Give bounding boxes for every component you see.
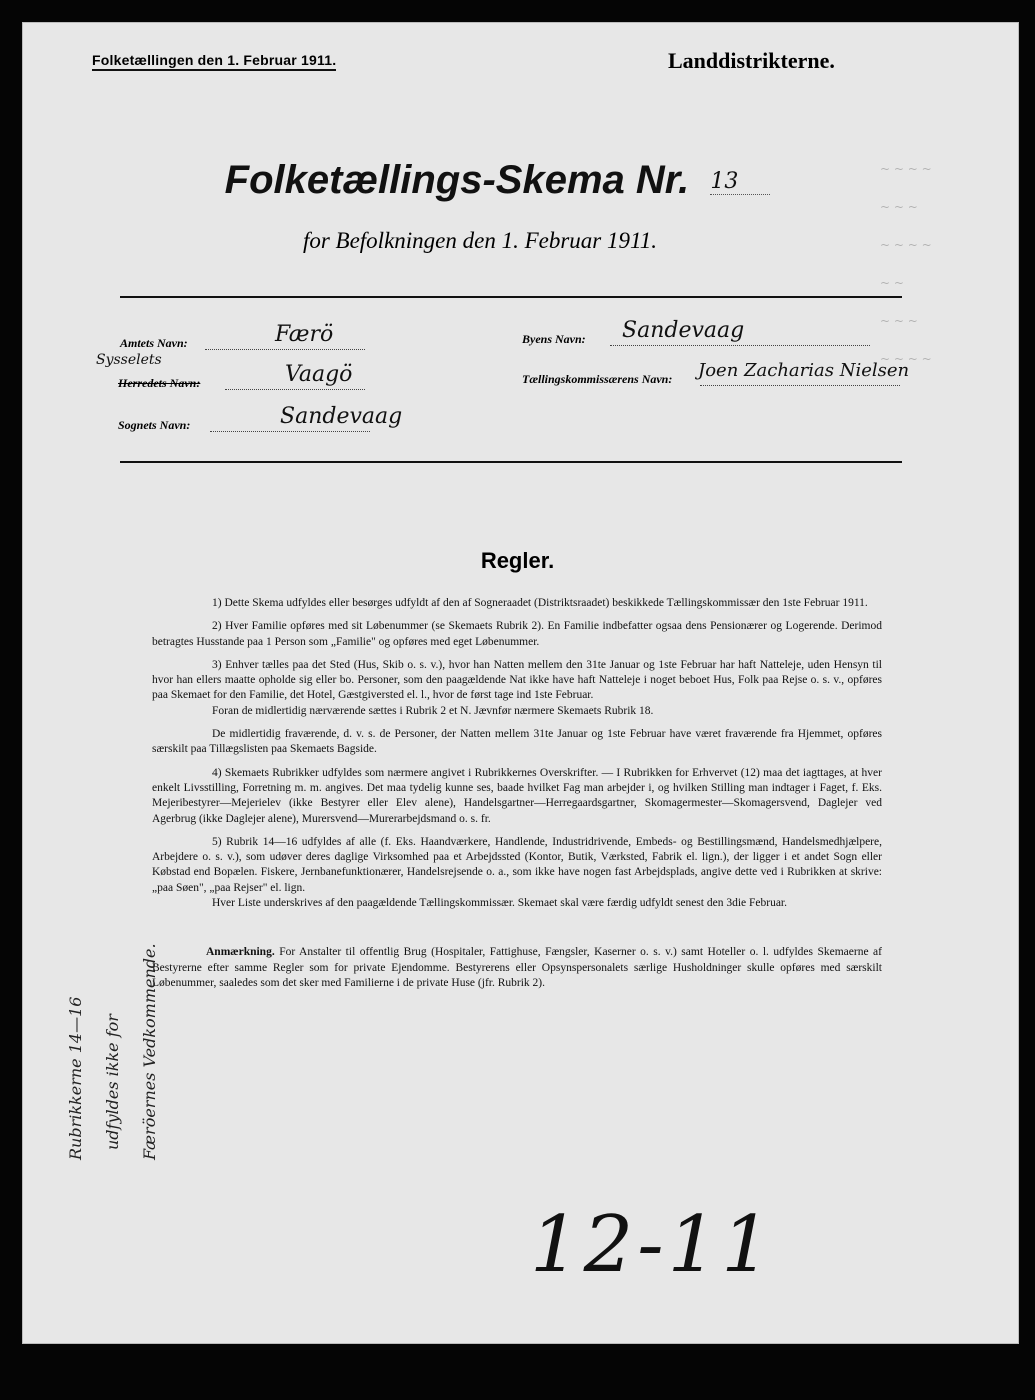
margin-note-line1: Rubrikkerne 14—16 [66,996,85,1160]
form-subtitle: for Befolkningen den 1. Februar 1911. [302,228,658,253]
by-line [610,344,870,346]
rule-6: Hver Liste underskrives af den paagældende Tællingskommissær. Skemaet skal være færdig udfyldt senest den 3die Februar. [212,897,787,910]
kommissaer-value: Joen Zacharias Nielsen [698,360,910,381]
rule-2: 2) Hver Familie opføres med sit Løbenummer (se Skemaets Rubrik 2). En Familie indbefatter ogsaa dens Pensionærer og Logerende. Derimod betragtes Husstande paa 1 Person som „Familie" og opføres med eget Løbenummer. [152,620,882,648]
margin-note-line3: Færöernes Vedkommende. [140,943,159,1160]
rules-heading: Regler. [480,548,555,573]
bleed-through-marks: ~ ~ ~ ~ ~ ~ ~ ~ ~ ~ ~ ~ ~ ~ ~ ~ ~ ~ ~ ~ [880,162,932,366]
rule-3c: De midlertidig fraværende, d. v. s. de Personer, der Natten mellem 31te Januar og 1ste Februar have været fraværende fra Hjemmet, opføres særskilt paa Tillægslisten paa Skemaets Bagside. [152,728,882,756]
district-type-header: Landdistrikterne. [668,48,835,73]
top-divider [120,296,902,298]
note-label: Anmærkning. [206,946,275,959]
rule-3: 3) Enhver tælles paa det Sted (Hus, Skib o. s. v.), hvor han Natten mellem den 31te Januar og 1ste Februar har haft Natteleje, uden Hensyn til hvor han ellers maatte opholde sig eller bo. Personer, som den paagældende Nat ikke have haft Natteleje i noget beboet Hus, Folk paa Rejse o. s. v., opføres paa Skemaet for den Familie, det Hotel, Gæstgiversted el. l., hvor de først tage ind 1ste Februar. [152,658,882,702]
rule-3b: Foran de midlertidig nærværende sættes i Rubrik 2 et N. Jævnfør nærmere Skemaets Rubrik 18. [212,704,654,717]
rule-5: 5) Rubrik 14—16 udfyldes af alle (f. Eks. Haandværkere, Handlende, Industridrivende, Embeds- og Bestillingsmænd, Handelsmedhjælpere, Arbejdere o. s. v.), som udøver deres daglige Virksomhed paa et Arbejdssted (Kontor, Butik, Værksted, Fabrik el. lign.), der ligger i et andet Sogn eller Købstad end Bopælen. Fiskere, Jernbanefunktionærer, Handelsrejsende o. a., som ikke have nogen fast Arbejdsplads, angive dette ved i Rubrikken at skrive: „paa Søen", „paa Rejser" el. lign. [152,835,882,894]
form-number: 13 [710,169,770,195]
note-text: For Anstalter til offentlig Brug (Hospitaler, Fattighuse, Fængsler, Kaserner o. s. v.) samt Hoteller o. l. udfyldes Skemaerne af Bestyrerne efter samme Regler som for private Ejendomme. Bestyrerens eller Opsynspersonalets særlige Husholdninger skulle opføres med særskilt Løbenummer, saaledes som det sker med Familierne i de private Huse (jfr. Rubrik 2). [152,946,882,989]
rules-body [152,596,882,999]
bottom-divider [120,461,902,463]
rule-1: 1) Dette Skema udfyldes eller besørges udfyldt af den af Sogneraadet (Distriktsraadet) beskikkede Tællingskommissær den 1ste Februar 1911. [212,597,868,609]
herred-value: Vaagö [285,362,353,387]
handwritten-sheet-number: 12-11 [530,1200,775,1290]
by-value: Sandevaag [622,318,745,343]
amt-line [205,348,365,350]
kommissaer-line [700,384,900,386]
note-paragraph [152,945,882,991]
kommissaer-label: Tællingskommissærens Navn: [522,372,673,386]
sogn-label: Sognets Navn: [118,418,191,432]
amt-value: Færö [275,322,334,347]
census-date-header: Folketællingen den 1. Februar 1911. [92,52,336,71]
herred-correction: Sysselets [96,352,162,368]
sogn-line [210,430,370,432]
sogn-value: Sandevaag [280,404,403,429]
rule-4: 4) Skemaets Rubrikker udfyldes som nærmere angivet i Rubrikkernes Overskrifter. — I Rubrikken for Erhvervet (12) maa det iagttages, at hver enkelt Livsstilling, Forretning m. m. angives. Det maa tydelig kunne ses, baade hvilket Fag man arbejder i, og hvilken Stilling man indtager i Faget, f. Eks. Mejeribestyrer—Mejerielev (ikke Bestyrer eller Elev alene), Handelsgartner—Herregaardsgartner, Skomagermester—Skomagersvend, Daglejer ved Agerbrug (ikke Daglejer alene), Murersvend—Murerarbejdsmand o. s. fr. [152,766,882,825]
amt-label: Amtets Navn: [120,336,188,350]
margin-note-line2: udfyldes ikke for [103,1014,122,1150]
form-title [0,158,995,203]
herred-label: Herredets Navn: [118,376,201,390]
by-label: Byens Navn: [522,332,586,346]
herred-line [225,388,365,390]
form-title-text: Folketællings-Skema Nr. [224,158,690,202]
